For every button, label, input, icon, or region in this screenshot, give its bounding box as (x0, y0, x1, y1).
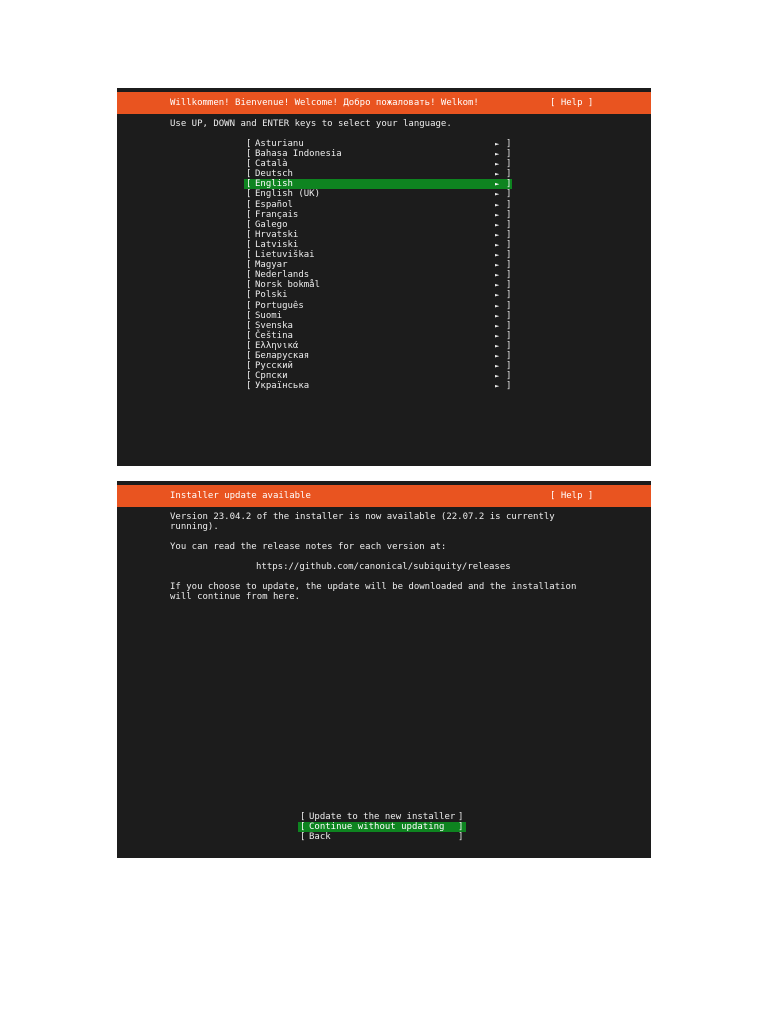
bracket-right: ] (458, 812, 464, 822)
update-installer-button[interactable] (298, 812, 466, 822)
language-label: Português (255, 300, 304, 311)
bracket-left: [ (300, 812, 306, 822)
bracket-right: ] (506, 290, 512, 301)
language-item[interactable] (244, 139, 512, 149)
bracket-right: ] (506, 229, 512, 240)
header-bar (117, 92, 651, 114)
language-label: Ελληνικά (255, 340, 299, 351)
language-item[interactable] (244, 220, 512, 230)
language-label: Español (255, 199, 293, 210)
language-item[interactable] (244, 240, 512, 250)
arrow-right-icon: ► (495, 150, 500, 159)
bracket-left: [ (246, 239, 252, 250)
bracket-left: [ (246, 250, 252, 261)
arrow-right-icon: ► (495, 160, 500, 169)
bracket-right: ] (506, 159, 512, 170)
language-screen (117, 88, 651, 466)
bracket-right: ] (458, 822, 464, 832)
bracket-left: [ (246, 320, 252, 331)
language-item[interactable] (244, 159, 512, 169)
bracket-left: [ (246, 330, 252, 341)
bracket-right: ] (458, 832, 464, 842)
arrow-right-icon: ► (495, 230, 500, 239)
bracket-left: [ (246, 219, 252, 230)
bracket-right: ] (506, 139, 512, 149)
update-info-line1: If you choose to update, the update will be downloaded and the installation (170, 582, 577, 592)
language-label: Lietuviškai (255, 250, 315, 261)
language-label: English (UK) (255, 189, 321, 200)
arrow-right-icon: ► (495, 321, 500, 330)
arrow-right-icon: ► (495, 170, 500, 179)
language-item[interactable] (244, 381, 512, 391)
arrow-right-icon: ► (495, 220, 500, 229)
arrow-right-icon: ► (495, 351, 500, 360)
language-label: Čeština (255, 330, 293, 341)
arrow-right-icon: ► (495, 341, 500, 350)
language-label: Norsk bokmål (255, 280, 321, 291)
arrow-right-icon: ► (495, 281, 500, 290)
button-label: Update to the new installer (309, 812, 456, 822)
button-group (298, 812, 466, 842)
language-label: Беларуская (255, 350, 310, 361)
language-label: Svenska (255, 320, 293, 331)
language-item[interactable] (244, 371, 512, 381)
bracket-left: [ (246, 381, 252, 392)
bracket-left: [ (246, 229, 252, 240)
bracket-right: ] (506, 270, 512, 281)
bracket-right: ] (506, 320, 512, 331)
language-item[interactable] (244, 321, 512, 331)
arrow-right-icon: ► (495, 301, 500, 310)
arrow-right-icon: ► (495, 291, 500, 300)
help-button[interactable]: [ Help ] (550, 98, 594, 108)
language-label: Українська (255, 381, 310, 392)
language-label: Polski (255, 290, 288, 301)
bracket-right: ] (506, 219, 512, 230)
language-item[interactable] (244, 210, 512, 220)
header-title: Installer update available (170, 491, 311, 501)
bracket-right: ] (506, 169, 512, 180)
version-text-line2: running). (170, 522, 219, 532)
language-item[interactable] (244, 311, 512, 321)
bracket-right: ] (506, 350, 512, 361)
bracket-left: [ (246, 350, 252, 361)
language-label: Русский (255, 361, 293, 372)
bracket-right: ] (506, 149, 512, 160)
arrow-right-icon: ► (495, 311, 500, 320)
arrow-right-icon: ► (495, 251, 500, 260)
bracket-left: [ (246, 149, 252, 160)
arrow-right-icon: ► (495, 271, 500, 280)
arrow-right-icon: ► (495, 200, 500, 209)
bracket-right: ] (506, 280, 512, 291)
bracket-right: ] (506, 179, 512, 190)
language-item[interactable] (244, 280, 512, 290)
language-list (244, 139, 512, 391)
header-title: Willkommen! Bienvenue! Welcome! Добро пожаловать! Welkom! (170, 98, 479, 108)
bracket-left: [ (246, 361, 252, 372)
bracket-left: [ (246, 290, 252, 301)
language-item[interactable] (244, 351, 512, 361)
language-item[interactable] (244, 301, 512, 311)
bracket-left: [ (246, 280, 252, 291)
language-item[interactable] (244, 169, 512, 179)
bracket-left: [ (246, 260, 252, 271)
back-button[interactable] (298, 832, 466, 842)
language-item[interactable] (244, 341, 512, 351)
arrow-right-icon: ► (495, 331, 500, 340)
language-label: Français (255, 209, 299, 220)
bracket-left: [ (246, 169, 252, 180)
bracket-left: [ (246, 199, 252, 210)
language-item[interactable] (244, 149, 512, 159)
bracket-left: [ (246, 371, 252, 382)
arrow-right-icon: ► (495, 180, 500, 189)
arrow-right-icon: ► (495, 372, 500, 381)
language-label: Suomi (255, 310, 283, 321)
bracket-left: [ (246, 270, 252, 281)
release-url-link[interactable]: https://github.com/canonical/subiquity/releases (256, 562, 511, 572)
language-item[interactable] (244, 200, 512, 210)
language-item[interactable] (244, 260, 512, 270)
help-button[interactable]: [ Help ] (550, 491, 594, 501)
arrow-right-icon: ► (495, 140, 500, 148)
instruction-text: Use UP, DOWN and ENTER keys to select your language. (170, 119, 452, 129)
header-bar (117, 485, 651, 507)
bracket-left: [ (300, 832, 306, 842)
bracket-right: ] (506, 371, 512, 382)
arrow-right-icon: ► (495, 261, 500, 270)
bracket-right: ] (506, 260, 512, 271)
language-label: Català (255, 159, 288, 170)
continue-without-updating-button[interactable] (298, 822, 466, 832)
arrow-right-icon: ► (495, 382, 500, 391)
bracket-right: ] (506, 330, 512, 341)
language-item[interactable] (244, 290, 512, 300)
arrow-right-icon: ► (495, 190, 500, 199)
bracket-right: ] (506, 340, 512, 351)
language-label: Magyar (255, 260, 288, 271)
bracket-right: ] (506, 250, 512, 261)
language-label: Српски (255, 371, 288, 382)
button-label: Continue without updating (309, 822, 445, 832)
bracket-left: [ (246, 300, 252, 311)
bracket-left: [ (246, 179, 252, 190)
language-label: Galego (255, 219, 288, 230)
language-label: English (255, 179, 293, 190)
language-label: Asturianu (255, 139, 304, 149)
language-item[interactable] (244, 331, 512, 341)
arrow-right-icon: ► (495, 210, 500, 219)
bracket-left: [ (246, 159, 252, 170)
bracket-right: ] (506, 310, 512, 321)
language-item[interactable] (244, 189, 512, 199)
language-label: Latviski (255, 239, 299, 250)
language-label: Bahasa Indonesia (255, 149, 342, 160)
update-info-line2: will continue from here. (170, 592, 301, 602)
button-label: Back (309, 832, 331, 842)
installer-update-screen (117, 481, 651, 858)
bracket-right: ] (506, 239, 512, 250)
language-item[interactable] (244, 361, 512, 371)
bracket-left: [ (246, 310, 252, 321)
language-label: Nederlands (255, 270, 310, 281)
version-text-line1: Version 23.04.2 of the installer is now available (22.07.2 is currently (170, 512, 555, 522)
language-label: Deutsch (255, 169, 293, 180)
language-item[interactable] (244, 230, 512, 240)
release-notes-text: You can read the release notes for each version at: (170, 542, 447, 552)
language-item[interactable] (244, 179, 512, 189)
language-item[interactable] (244, 270, 512, 280)
bracket-left: [ (300, 822, 306, 832)
bracket-right: ] (506, 199, 512, 210)
language-item[interactable] (244, 250, 512, 260)
bracket-right: ] (506, 189, 512, 200)
bracket-left: [ (246, 340, 252, 351)
bracket-right: ] (506, 381, 512, 392)
arrow-right-icon: ► (495, 362, 500, 371)
bracket-right: ] (506, 209, 512, 220)
arrow-right-icon: ► (495, 240, 500, 249)
bracket-left: [ (246, 189, 252, 200)
language-label: Hrvatski (255, 229, 299, 240)
bracket-right: ] (506, 300, 512, 311)
bracket-right: ] (506, 361, 512, 372)
bracket-left: [ (246, 209, 252, 220)
bracket-left: [ (246, 139, 252, 149)
